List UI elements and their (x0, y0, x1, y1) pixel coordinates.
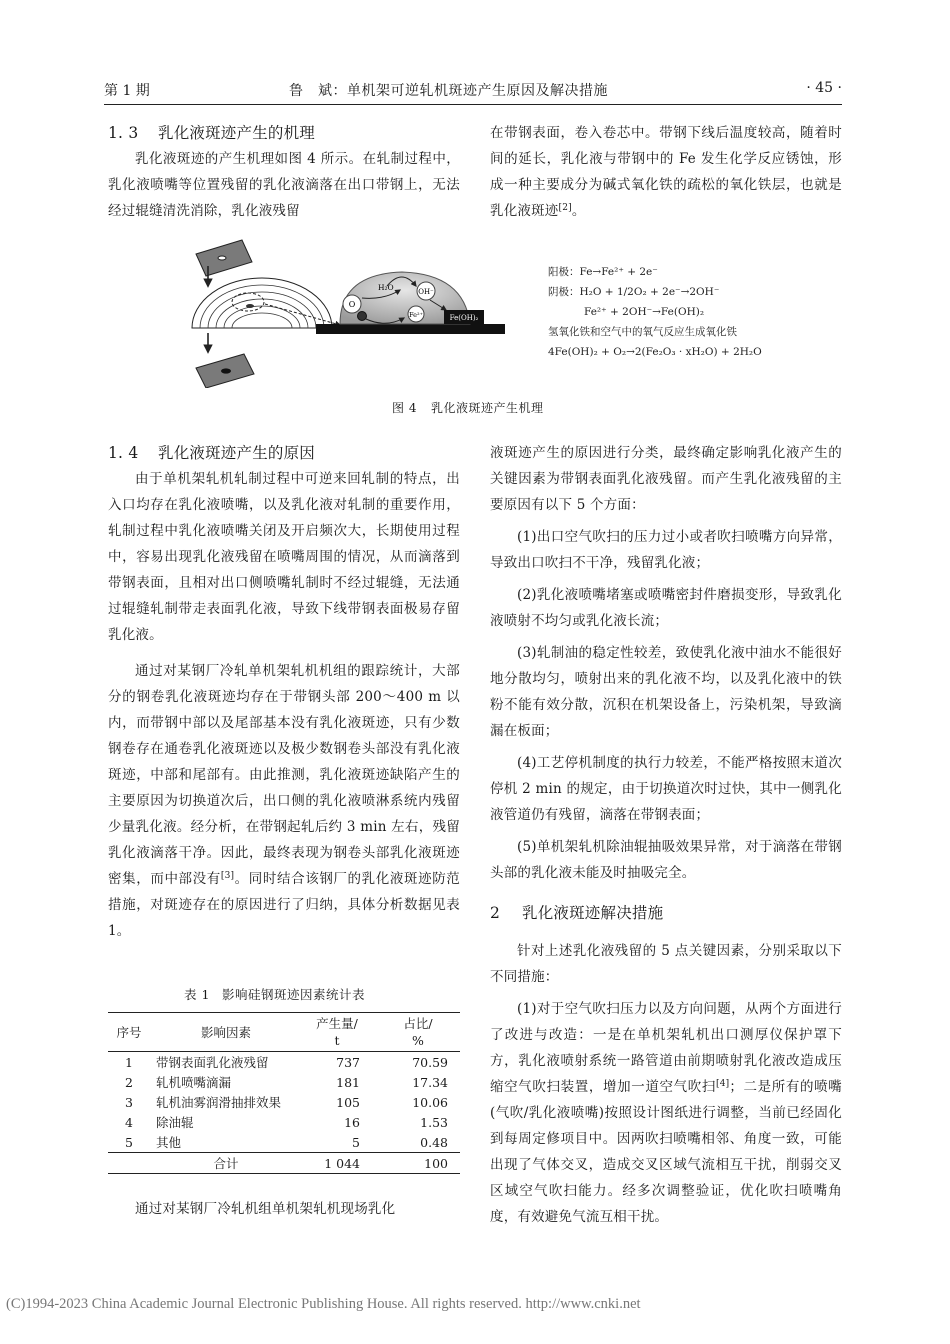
cell-total-qty: 1 044 (324, 1155, 360, 1171)
equation-ferrous-hydroxide: Fe²⁺ + 2OH⁻→Fe(OH)₂ (584, 306, 705, 318)
text-run: 在带钢表面，卷入卷芯中。带钢下线后温度较高，随着时间的延长，乳化液与带钢中的 Fe 发生化学反应锈蚀，形成一种主要成分为碱式氧化铁的疏松的氧化铁层，也就是乳化液斑迹 (490, 125, 842, 219)
column-right-top (490, 120, 842, 224)
cell-factor: 轧机喷嘴滴漏 (156, 1075, 232, 1090)
cell-total-pct: 100 (424, 1155, 448, 1171)
cell-factor: 除油辊 (156, 1115, 194, 1130)
list-item: (3)轧制油的稳定性较差，致使乳化液中油水不能很好地分散均匀，喷射出来的乳化液不均，以及乳化液中的铁粉不能有效分散，沉积在机架设备上，污染机架，导致滴漏在板面； (490, 645, 842, 739)
cell-no: 3 (125, 1094, 133, 1110)
header-rule (104, 104, 842, 105)
table-number: 表 1 (184, 987, 210, 1002)
droplet-detail (316, 272, 505, 334)
table-row (108, 1072, 460, 1092)
paragraph: 通过对某钢厂冷轧机组单机架轧机现场乳化 (135, 1201, 396, 1217)
list-item: (2)乳化液喷嘴堵塞或喷嘴密封件磨损变形，导致乳化液喷射不均匀或乳化液长流； (490, 587, 842, 629)
section-number: 1. 3 (108, 124, 139, 142)
paragraph: 针对上述乳化液残留的 5 点关键因素，分别采取以下不同措施： (490, 943, 842, 985)
column-right-bottom (490, 440, 842, 1230)
table-row (108, 1132, 460, 1153)
cell-factor: 带钢表面乳化液残留 (156, 1055, 269, 1070)
table-caption: 影响硅钢斑迹因素统计表 (221, 987, 365, 1002)
oxygen-label: O (348, 300, 356, 309)
citation: [4] (716, 1079, 730, 1089)
header-cell-qty (298, 1013, 376, 1052)
running-header (104, 78, 842, 102)
table-row (108, 1052, 460, 1073)
section-title: 乳化液斑迹产生的机理 (158, 124, 316, 142)
cell-no: 4 (125, 1114, 133, 1130)
cell-qty: 181 (336, 1074, 360, 1090)
text-run: 。 (571, 203, 586, 219)
paragraph: 乳化液斑迹的产生机理如图 4 所示。在轧制过程中，乳化液喷嘴等位置残留的乳化液滴落在出口带钢上，无法经过辊缝清洗消除，乳化液残留 (108, 151, 460, 219)
list-item: (5)单机架轧机除油辊抽吸效果异常，对于滴落在带钢头部的乳化液未能及时抽吸完全。 (490, 839, 842, 881)
water-label: H₂O (378, 283, 394, 292)
cell-qty: 105 (336, 1094, 360, 1110)
equation-note: 氢氧化铁和空气中的氧气反应生成氧化铁 (548, 326, 737, 338)
header-text: 产生量/ (316, 1016, 358, 1031)
citation: [2] (558, 203, 572, 213)
ferrous-hydroxide-label: Fe(OH)₂ (449, 314, 479, 322)
paragraph: 由于单机架轧机轧制过程中可逆来回轧制的特点，出入口均存在乳化液喷嘴，以及乳化液对轧制的重要作用，轧制过程中乳化液喷嘴关闭及开启频次大，长期使用过程中，容易出现乳化液残留在喷嘴周围的情况，从而滴落到带钢表面，且相对出口侧喷嘴轧制时不经过辊缝，无法通过辊缝轧制带走表面乳化液，导致下线带钢表面极易存留乳化液。 (108, 471, 460, 643)
cell-no (108, 1153, 150, 1174)
table-total-row (108, 1153, 460, 1174)
text-run: 通过对某钢厂冷轧单机架轧机机组的跟踪统计，大部分的钢卷乳化液斑迹均存在于带钢头部 200～400 m 以内，而带钢中部以及尾部基本没有乳化液斑迹，只有少数钢卷存在通卷乳化液斑迹以及极少数钢卷头部没有乳化液斑迹，中部和尾部有。由此推测，乳化液斑迹缺陷产生的主要原因为切换道次后，出口侧的乳化液喷淋系统内残留少量乳化液。经分析，在带钢起轧后约 3 min 左右，残留乳化液滴落干净。因此，最终表现为钢卷头部乳化液斑迹密集，而中部没有 (108, 663, 460, 887)
list-item: (4)工艺停机制度的执行力较差，不能严格按照末道次停机 2 min 的规定，由于切换道次时过快，其中一侧乳化液管道仍有残留，滴落在带钢表面； (490, 755, 842, 823)
cell-pct: 1.53 (420, 1114, 448, 1130)
issue-number: 第 1 期 (104, 83, 150, 99)
citation: [3] (220, 871, 235, 881)
table-row (108, 1112, 460, 1132)
copyright-footer: (C)1994-2023 China Academic Journal Electronic Publishing House. All rights reserved. http://www.cnki.net (6, 1296, 641, 1312)
section-title: 乳化液斑迹解决措施 (522, 904, 664, 922)
column-left-top (108, 120, 460, 224)
text-run: 。同时结合该钢厂的乳化液斑迹防范措施，对斑迹存在的原因进行了归纳，具体分析数据见表 1。 (108, 871, 461, 939)
paragraph (108, 658, 460, 944)
section-number: 1. 4 (108, 444, 139, 462)
cell-qty: 737 (336, 1054, 360, 1070)
factor-statistics-table (108, 1012, 460, 1174)
table-row (108, 1092, 460, 1112)
table-title (184, 985, 365, 1003)
ferrous-label: Fe²⁺ (408, 311, 424, 319)
column-left-bottom (108, 440, 460, 944)
running-title: 鲁 斌：单机架可逆轧机斑迹产生原因及解决措施 (289, 83, 608, 99)
cell-pct: 70.59 (412, 1054, 448, 1070)
cell-pct: 17.34 (412, 1074, 448, 1090)
column-left-tail (108, 1196, 460, 1222)
figure-4-diagram (190, 228, 505, 388)
paragraph (490, 120, 842, 224)
section-heading-1-3 (108, 120, 460, 146)
header-cell-no: 序号 (116, 1024, 142, 1040)
hydroxide-label: OH⁻ (418, 288, 434, 296)
equation-oxidation: 4Fe(OH)₂ + O₂→2(Fe₂O₃ · xH₂O) + 2H₂O (548, 346, 762, 358)
list-item: (1)出口空气吹扫的压力过小或者吹扫喷嘴方向异常，导致出口吹扫不干净，残留乳化液； (490, 529, 842, 571)
steel-strip (316, 324, 505, 334)
section-number: 2 (490, 904, 501, 922)
header-cell-factor: 影响因素 (200, 1024, 251, 1040)
paragraph: 液斑迹产生的原因进行分类，最终确定影响乳化液产生的关键因素为带钢表面乳化液残留。而产生乳化液残留的主要原因有以下 5 个方面： (490, 445, 842, 513)
equation-anode: 阳极：Fe→Fe²⁺ + 2e⁻ (548, 266, 658, 278)
section-title: 乳化液斑迹产生的原因 (158, 444, 316, 462)
table-header-row (108, 1013, 460, 1052)
text-run: (1)对于空气吹扫压力以及方向问题，从两个方面进行了改进与改造：一是在单机架轧机出口测厚仪保护罩下方，乳化液喷射系统一路管道由前期喷射乳化液改造成压缩空气吹扫装置，增加一道空气吹扫 (490, 1001, 842, 1095)
cell-qty: 5 (352, 1134, 360, 1150)
cell-no: 5 (125, 1134, 133, 1150)
strip-sheet-bottom (196, 354, 254, 388)
cell-pct: 10.06 (412, 1094, 448, 1110)
equation-cathode: 阴极：H₂O + 1/2O₂ + 2e⁻→2OH⁻ (548, 286, 720, 298)
figure-number: 图 4 (392, 401, 417, 415)
cell-factor: 轧机油雾润滑抽排效果 (156, 1095, 282, 1110)
figure-title: 乳化液斑迹产生机理 (430, 401, 544, 415)
header-unit: t (334, 1033, 340, 1048)
cell-qty: 16 (344, 1114, 360, 1130)
reaction-equations (548, 262, 762, 362)
coil-cross-section (192, 278, 332, 328)
section-heading-1-4 (108, 440, 460, 466)
cell-factor: 其他 (156, 1135, 182, 1150)
header-unit: % (412, 1033, 424, 1048)
cell-pct: 0.48 (420, 1134, 448, 1150)
header-cell-pct (376, 1013, 460, 1052)
cell-total-label: 合计 (213, 1156, 239, 1171)
text-run: ；二是所有的喷嘴(气吹/乳化液喷嘴)按照设计图纸进行调整，当前已经固化到每周定修项目中。因两吹扫喷嘴相邻、角度一致，可能出现了气体交叉，造成交叉区域气流相互干扰，削弱交叉区域空气吹扫能力。经多次调整验证，优化吹扫喷嘴角度，有效避免气流互相干扰。 (490, 1079, 842, 1225)
section-heading-2 (490, 900, 842, 926)
iron-atom (358, 312, 367, 321)
cell-no: 1 (125, 1054, 133, 1070)
paragraph (490, 996, 842, 1230)
page-number: · 45 · (806, 80, 842, 96)
figure-caption (392, 399, 543, 416)
header-text: 占比/ (403, 1016, 433, 1031)
strip-sheet-top (196, 240, 252, 276)
cell-no: 2 (125, 1074, 133, 1090)
